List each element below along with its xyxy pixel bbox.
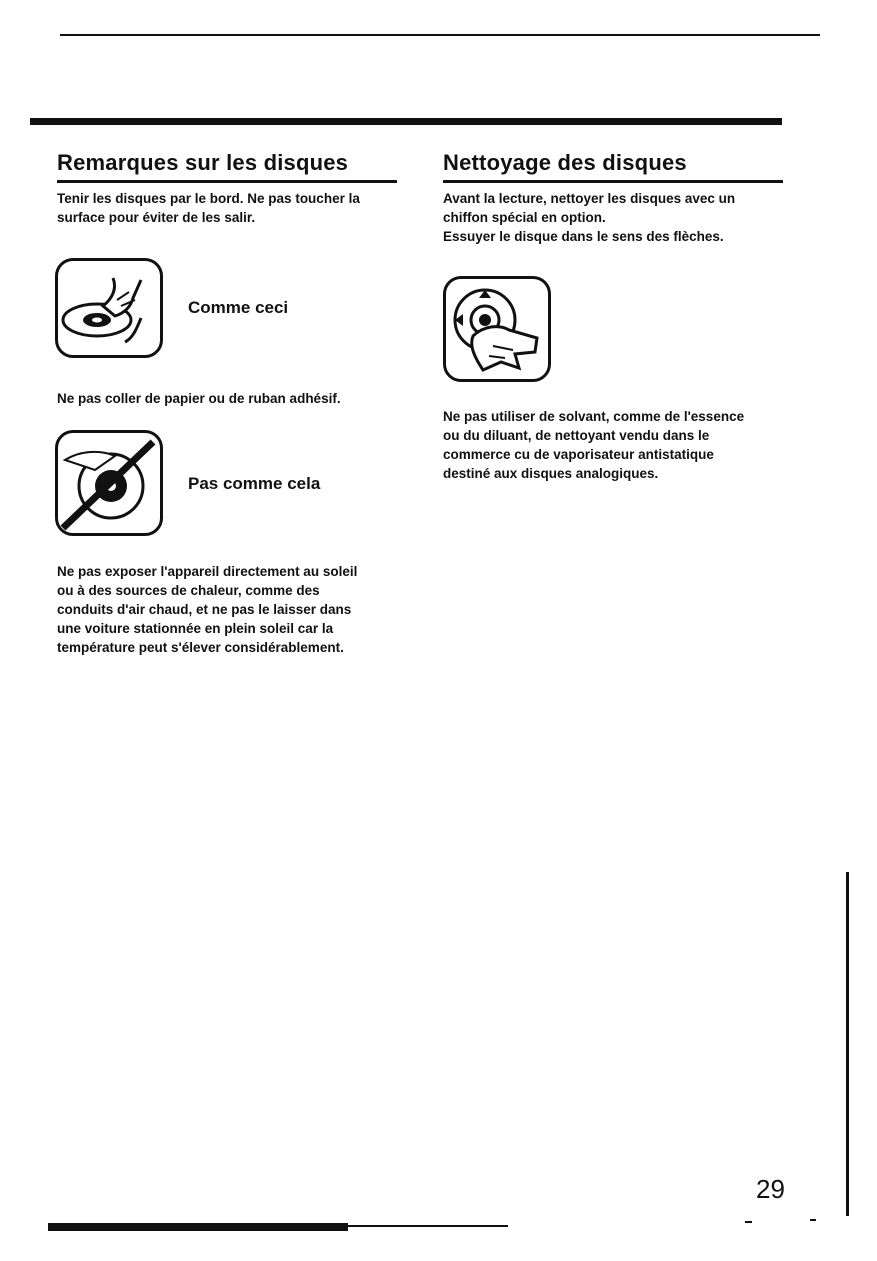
tape-paragraph: Ne pas coller de papier ou de ruban adhésif. xyxy=(57,391,341,406)
right-margin-rule xyxy=(846,872,849,1216)
bad-example-caption: Pas comme cela xyxy=(188,474,321,493)
bad-handling-illustration xyxy=(55,430,165,538)
cleaning-illustration xyxy=(443,276,553,384)
left-column xyxy=(57,150,397,227)
disc-crossed-out-icon xyxy=(55,430,163,536)
right-column xyxy=(443,150,783,246)
page-number: 29 xyxy=(756,1174,785,1204)
cleaning-paragraph: Avant la lecture, nettoyer les disques avec un chiffon spécial en option. Essuyer le disque dans le sens des flèches. xyxy=(443,191,736,244)
handling-paragraph: Tenir les disques par le bord. Ne pas toucher la surface pour éviter de les salir. xyxy=(57,191,360,225)
disc-wiping-icon xyxy=(443,276,551,382)
good-example-caption: Comme ceci xyxy=(188,298,289,317)
section-heading-disc-cleaning: Nettoyage des disques xyxy=(443,150,783,183)
bottom-thin-rule xyxy=(348,1225,508,1227)
top-thick-rule xyxy=(30,118,782,125)
solvent-paragraph: Ne pas utiliser de solvant, comme de l'essence ou du diluant, de nettoyant vendu dans le commerce cu de vaporisateur antistatique destiné aux disques analogiques. xyxy=(443,409,745,481)
bottom-thick-rule xyxy=(48,1223,348,1231)
disc-held-by-edge-icon xyxy=(55,258,163,358)
heat-paragraph-wrap xyxy=(57,562,397,657)
small-mark-1 xyxy=(745,1221,752,1223)
small-mark-2 xyxy=(810,1219,816,1221)
section-heading-disc-notes: Remarques sur les disques xyxy=(57,150,397,183)
solvent-paragraph-wrap xyxy=(443,407,783,483)
good-handling-illustration xyxy=(55,258,165,360)
tape-paragraph-wrap xyxy=(57,389,397,408)
top-thin-rule xyxy=(60,34,820,36)
heat-paragraph: Ne pas exposer l'appareil directement au soleil ou à des sources de chaleur, comme des conduits d'air chaud, et ne pas le laisser dans une voiture stationnée en plein soleil car la température peut s'élever considérablement. xyxy=(57,564,358,655)
